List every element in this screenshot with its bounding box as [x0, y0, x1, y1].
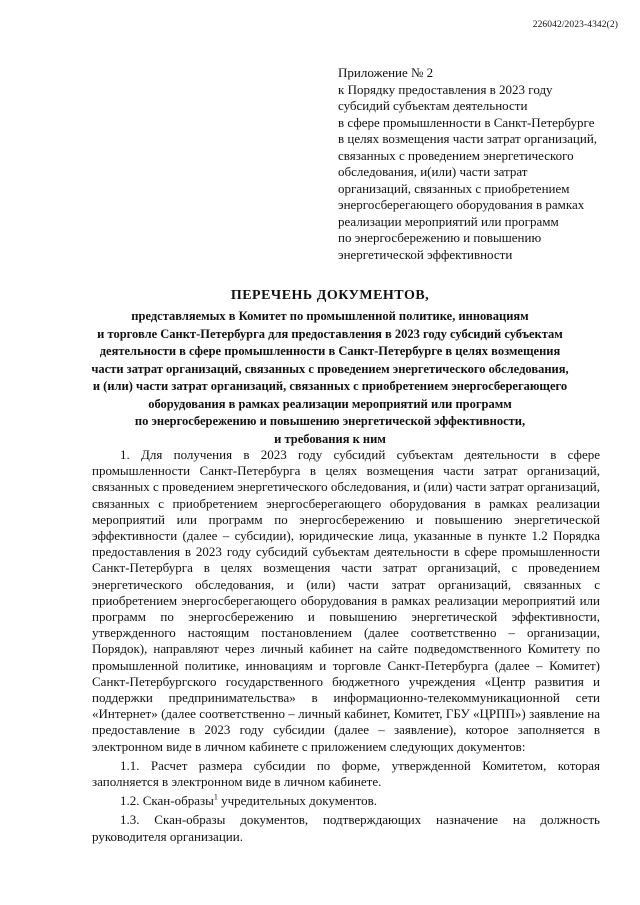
item-1-3: 1.3. Скан-образы документов, подтверждающих назначение на должность руководителя организации.	[92, 812, 600, 844]
title-line: и (или) части затрат организаций, связанных с приобретением энергосберегающего	[92, 379, 568, 393]
appendix-line: энергетической эффективности	[338, 246, 513, 262]
item-1-2-text: 1.2. Скан-образы	[120, 793, 214, 809]
document-body	[92, 447, 600, 845]
appendix-line: связанных с проведением энергетического	[338, 147, 574, 163]
title-line: по энергосбережению и повышению энергетической эффективности,	[134, 414, 526, 428]
title-line: части затрат организаций, связанных с проведением энергетического обследования,	[91, 361, 569, 376]
appendix-line: энергосберегающего оборудования в рамках	[338, 197, 585, 212]
appendix-line: организаций, связанных с приобретением	[338, 180, 570, 196]
title-line: оборудования в рамках реализации мероприятий или программ	[148, 396, 512, 411]
appendix-header	[338, 65, 608, 263]
title-line: деятельности в сфере промышленности в Санкт-Петербурге в целях возмещения	[99, 344, 561, 358]
appendix-line: к Порядку предоставления в 2023 году	[338, 81, 553, 97]
item-1-2-text-end: учредительных документов.	[217, 793, 378, 809]
appendix-line: Приложение № 2	[338, 65, 434, 80]
title-line: и торговле Санкт-Петербурга для предоставления в 2023 году субсидий субъектам	[97, 326, 563, 341]
appendix-line: субсидий субъектам деятельности	[338, 98, 528, 113]
appendix-line: по энергосбережению и повышению	[338, 230, 542, 245]
document-title	[60, 286, 600, 448]
appendix-line: реализации мероприятий или программ	[338, 213, 559, 229]
title-line: и требования к ним	[274, 431, 386, 446]
title-main: ПЕРЕЧЕНЬ ДОКУМЕНТОВ,	[230, 288, 430, 303]
item-1-2	[92, 793, 600, 809]
appendix-line: обследования, и(или) части затрат	[338, 164, 528, 179]
item-1-1: 1.1. Расчет размера субсидии по форме, утвержденной Комитетом, которая заполняется в электронном виде в личном кабинете.	[92, 757, 600, 790]
footnote-marker[interactable]: 1	[213, 792, 218, 802]
title-subtitle	[60, 308, 600, 448]
document-number: 226042/2023-4342(2)	[532, 20, 618, 30]
paragraph-1: 1. Для получения в 2023 году субсидий субъектам деятельности в сфере промышленности Санкт-Петербурга в целях возмещения части затрат организаций, связанных с проведением энергетического обследования, и (или) части затрат организаций, связанных с приобретением энергосберегающего оборудования в рамках реализации мероприятий или программ по энергосбережению и повышению энергетической эффективности (далее – субсидии), юридические лица, указанные в пункте 1.2 Порядка предоставления в 2023 году субсидий субъектам деятельности в сфере промышленности Санкт-Петербурга в целях возмещения части затрат организаций, с проведением энергетического обследования, и (или) части затрат организаций, связанных с приобретением энергосберегающего оборудования в рамках реализации мероприятий или программ по энергосбережению и повышению энергетической эффективности, утвержденного настоящим постановлением (далее соответственно – организации, Порядок), направляют через личный кабинет на сайте подведомственного Комитету по промышленной политике, инновациям и торговле Санкт-Петербурга (далее – Комитет) Санкт-Петербургского государственного бюджетного учреждения «Центр развития и поддержки предпринимательства» в информационно-телекоммуникационной сети «Интернет» (далее соответственно – личный кабинет, Комитет, ГБУ «ЦРПП») заявление на предоставление в 2023 году субсидии (далее – заявление), которое заполняется в электронном виде в личном кабинете с приложением следующих документов:	[92, 447, 600, 754]
appendix-line: в сфере промышленности в Санкт-Петербурге	[338, 114, 595, 130]
appendix-line: в целях возмещения части затрат организаций,	[338, 131, 598, 146]
title-line: представляемых в Комитет по промышленной политике, инновациям	[131, 309, 529, 323]
